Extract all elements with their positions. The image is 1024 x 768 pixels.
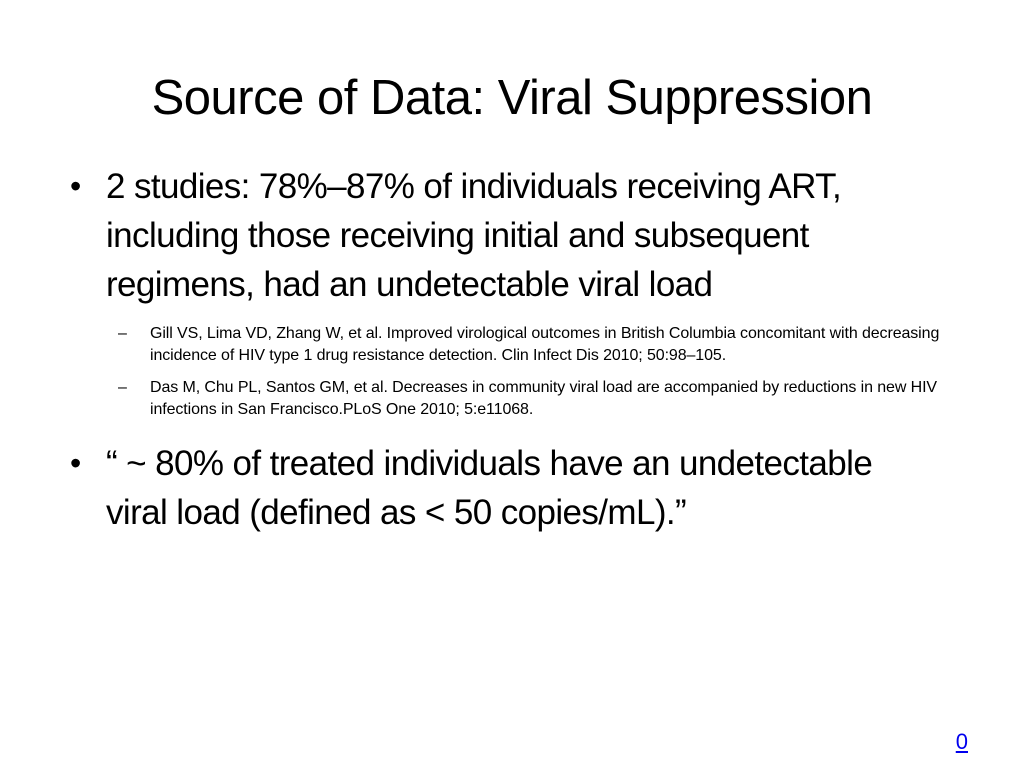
reference-text: Gill VS, Lima VD, Zhang W, et al. Improved virological outcomes in British Columbia concomitant with decreasing incidence of HIV type 1 drug resistance detection. Clin Infect Dis 2010; 50:98–105. bbox=[150, 325, 940, 364]
reference-text: Das M, Chu PL, Santos GM, et al. Decreases in community viral load are accompanied by reductions in new HIV infections in San Francisco.PLoS One 2010; 5:e11068. bbox=[150, 379, 937, 418]
bullet-marker: • bbox=[70, 445, 81, 481]
bullet-text: 2 studies: 78%–87% of individuals receiving ART, including those receiving initial and subsequent regimens, had an undetectable viral load bbox=[106, 167, 842, 304]
reference-gill bbox=[118, 323, 980, 367]
slide-content bbox=[70, 162, 990, 537]
references-list bbox=[70, 323, 980, 421]
bullet-studies bbox=[70, 162, 926, 309]
sub-bullet-marker: – bbox=[118, 325, 127, 342]
slide-title: Source of Data: Viral Suppression bbox=[151, 71, 873, 125]
reference-das bbox=[118, 377, 980, 421]
bullet-quote bbox=[70, 439, 926, 537]
bullet-text: “ ~ 80% of treated individuals have an undetectable viral load (defined as < 50 copies/mL).” bbox=[106, 444, 873, 532]
sub-bullet-marker: – bbox=[118, 379, 127, 396]
page-number-link[interactable]: 0 bbox=[955, 729, 968, 754]
bullet-marker: • bbox=[70, 168, 81, 204]
